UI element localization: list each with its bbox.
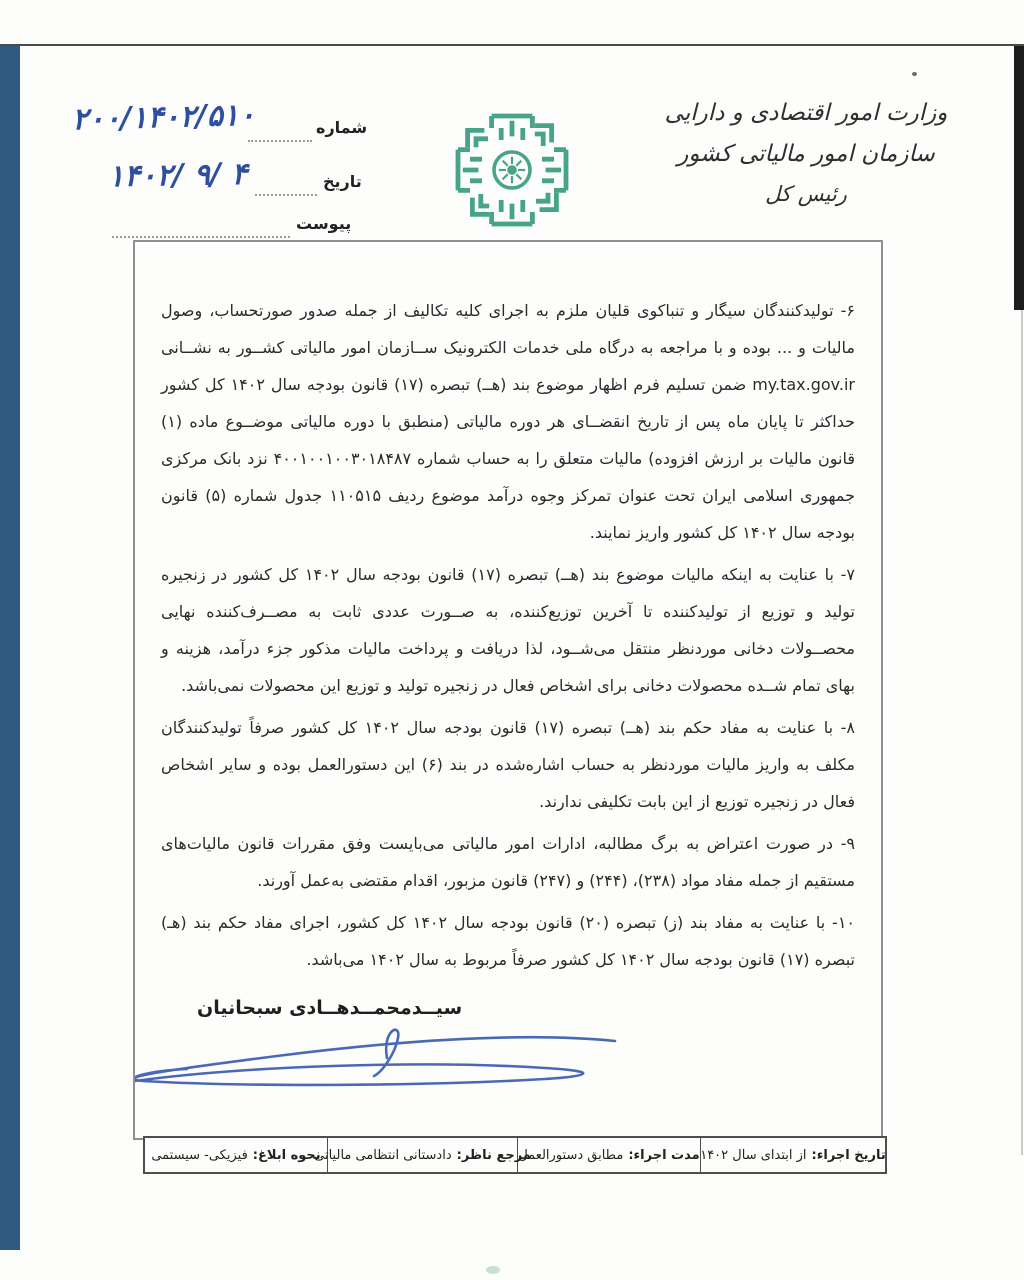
- scan-right-dark-strip: [1014, 46, 1024, 310]
- attachment-label: پیوست: [296, 214, 352, 233]
- notification-method-value: فیزیکی- سیستمی: [151, 1147, 248, 1163]
- letterhead-organization-block: [626, 100, 986, 206]
- paragraph-8: ۸- با عنایت به مفاد حکم بند (هــ) تبصره (۱۷) قانون بودجه سال ۱۴۰۲ کل کشور صرفاً تولیدکنندگان مکلف به واریز مالیات موردنظر به حساب اشاره‌شده در بند (۶) این دستورالعمل بوده و سایر اشخاص فعال در زنجیره توزیع از این بابت تکلیفی ندارند.: [161, 718, 855, 811]
- tax-administration-emblem-icon: [450, 110, 574, 230]
- notification-method-label: نحوه ابلاغ:: [252, 1147, 321, 1163]
- scan-speck: [912, 72, 917, 76]
- notification-method-cell: [145, 1138, 327, 1172]
- document-date-handwritten: ۱۴۰۲/ ۹/ ۴: [107, 156, 248, 195]
- footer-info-table: [143, 1136, 887, 1174]
- paragraph-10: ۱۰- با عنایت به مفاد بند (ز) تبصره (۲۰) قانون بودجه سال ۱۴۰۲ کل کشور، اجرای مفاد حکم بند (هـ) تبصره (۱۷) قانون بودجه سال ۱۴۰۲ کل کشور صرفاً مربوط به سال ۱۴۰۲ می‌باشد.: [161, 913, 856, 969]
- execution-duration-cell: [517, 1138, 700, 1172]
- execution-duration-label: مدت اجراء:: [628, 1147, 700, 1163]
- date-dotted-line: [255, 194, 317, 196]
- number-label: شماره: [316, 118, 368, 137]
- organization-title: سازمان امور مالیاتی کشور: [677, 141, 935, 167]
- document-number-handwritten: ۲۰۰/۱۴۰۲/۵۱۰: [71, 97, 256, 138]
- handwritten-signature: [133, 1018, 635, 1096]
- letter-body-box: [133, 240, 883, 1140]
- supervising-authority-cell: [314, 1138, 531, 1172]
- number-dotted-line: [248, 140, 312, 142]
- scan-smudge: [486, 1266, 500, 1274]
- date-label: تاریخ: [323, 172, 362, 191]
- paragraph-6: ۶- تولیدکنندگان سیگار و تنباکوی قلیان ملزم به اجرای کلیه تکالیف از جمله صدور صورتحساب، وصول مالیات و ... بوده و با مراجعه به درگاه ملی خدمات الکترونیک ســازمان امور مالیاتی کشــور به نشــانی my.tax.gov.ir ضمن تسلیم فرم اظهار موضوع بند (هــ) تبصره (۱۷) قانون بودجه سال ۱۴۰۲ کل کشور حداکثر تا پایان ماه پس از تاریخ انقضــای هر دوره مالیاتی (منطبق با دوره مالیاتی موضــوع ماده (۱) قانون مالیات بر ارزش افزوده) مالیات متعلق را به حساب شماره ۴۰۰۱۰۰۱۰۰۳۰۱۸۴۸۷ نزد بانک مرکزی جمهوری اسلامی ایران تحت عنوان تمرکز وجوه درآمد موضوع ردیف ۱۱۰۵۱۵ جدول شماره (۵) قانون بودجه سال ۱۴۰۲ کل کشور واریز نمایند.: [161, 301, 856, 542]
- ministry-title: وزارت امور اقتصادی و دارایی: [664, 100, 948, 126]
- supervising-authority-label: مرجع ناظر:: [456, 1147, 531, 1163]
- execution-date-value: از ابتدای سال ۱۴۰۲: [700, 1147, 807, 1163]
- execution-duration-value: مطابق دستورالعمل: [518, 1147, 624, 1163]
- signer-name: سیــدمحمــدهــادی سبحانیان: [197, 997, 463, 1019]
- office-title: رئیس کل: [765, 182, 847, 206]
- paragraph-7: ۷- با عنایت به اینکه مالیات موضوع بند (هــ) تبصره (۱۷) قانون بودجه سال ۱۴۰۲ کل کشور در زنجیره تولید و توزیع از تولیدکننده تا آخرین توزیع‌کننده، به صــورت عددی ثابت به مصــرف‌کننده نهایی محصــولات دخانی موردنظر منتقل می‌شــود، لذا دریافت و پرداخت مالیات مذکور جزء درآمد، هزینه و بهای تمام شــده محصولات دخانی برای اشخاص فعال در زنجیره تولید و توزیع این محصولات نمی‌باشد.: [161, 565, 856, 695]
- attachment-dotted-line: [112, 236, 290, 238]
- scan-top-edge-line: [0, 44, 1024, 46]
- paragraph-9: ۹- در صورت اعتراض به برگ مطالبه، ادارات امور مالیاتی می‌بایست وفق مقررات قانون مالیات‌های مستقیم از جمله مفاد مواد (۲۳۸)، (۲۴۴) و (۲۴۷) قانون مزبور، اقدام مقتضی به‌عمل آورند.: [161, 834, 855, 890]
- scan-right-edge-line: [1021, 310, 1023, 1155]
- supervising-authority-value: دادستانی انتظامی مالیاتی: [314, 1147, 452, 1163]
- scan-left-blue-bar: [0, 46, 20, 1250]
- execution-date-cell: [700, 1138, 885, 1172]
- execution-date-label: تاریخ اجراء:: [811, 1147, 886, 1163]
